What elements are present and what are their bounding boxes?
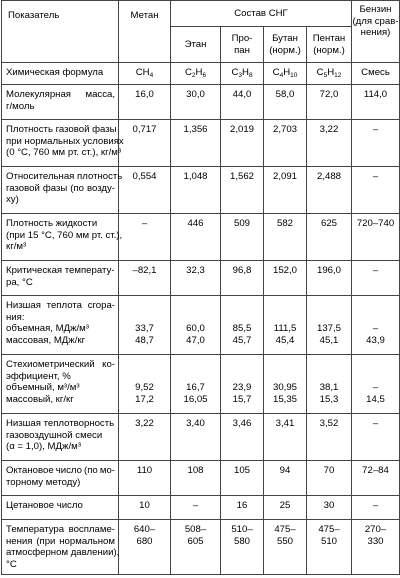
cell-methane: 110 (119, 461, 171, 496)
cell-propane: 510– 580 (221, 520, 264, 575)
cell-butane: 94 (264, 461, 307, 496)
cell-propane: 1,562 (221, 167, 264, 214)
row-label: Химическая формула (2, 63, 119, 85)
cell-petrol: 270– 330 (352, 520, 400, 575)
cell-butane: 3,41 (264, 414, 307, 461)
cell-butane: 152,0 (264, 261, 307, 296)
cell-methane: 10 (119, 496, 171, 520)
cell-petrol: 720–740 (352, 214, 400, 261)
cell-pentane: 38,1 15,3 (307, 355, 352, 414)
table-row (2, 167, 400, 214)
header-propane: Про- пан (221, 27, 264, 63)
cell-butane: 2,091 (264, 167, 307, 214)
cell-butane: 111,5 45,4 (264, 296, 307, 355)
table-row (2, 261, 400, 296)
cell-petrol: – (352, 120, 400, 167)
row-label: Стехиометрический ко- эффициент, % объемный, м³/м³ массовый, кг/кг (2, 355, 119, 414)
cell-ethane: 1,356 (171, 120, 221, 167)
cell-petrol: – (352, 261, 400, 296)
cell-methane: – (119, 214, 171, 261)
cell-ethane: 508– 605 (171, 520, 221, 575)
cell-pentane: 625 (307, 214, 352, 261)
cell-petrol: – 14,5 (352, 355, 400, 414)
row-label: Низшая теплотворность газовоздушной смеси (α = 1,0), МДж/м³ (2, 414, 119, 461)
row-label: Молекулярная масса, г/моль (2, 85, 119, 120)
table-row (2, 461, 400, 496)
row-label: Октановое число (по мо- торному методу) (2, 461, 119, 496)
table-row (2, 296, 400, 355)
cell-methane: 33,7 48,7 (119, 296, 171, 355)
cell-methane: 3,22 (119, 414, 171, 461)
cell-ethane: 30,0 (171, 85, 221, 120)
cell-ethane: 446 (171, 214, 221, 261)
table-row (2, 85, 400, 120)
cell-petrol: 72–84 (352, 461, 400, 496)
row-label: Критическая температу- ра, °С (2, 261, 119, 296)
cell-pentane: 137,5 45,1 (307, 296, 352, 355)
cell-butane: 58,0 (264, 85, 307, 120)
cell-propane: 3,46 (221, 414, 264, 461)
cell-ethane: – (171, 496, 221, 520)
cell-pentane: 196,0 (307, 261, 352, 296)
table-row (2, 214, 400, 261)
cell-ethane: 60,0 47,0 (171, 296, 221, 355)
header-ethane: Этан (171, 27, 221, 63)
cell-butane: 475– 550 (264, 520, 307, 575)
cell-methane: 0,717 (119, 120, 171, 167)
cell-methane: 640– 680 (119, 520, 171, 575)
cell-pentane: 475– 510 (307, 520, 352, 575)
cell-petrol: Смесь (352, 63, 400, 85)
row-label: Плотность газовой фазы при нормальных условиях (0 °С, 760 мм рт. ст.), кг/м³ (2, 120, 119, 167)
table-row (2, 120, 400, 167)
cell-ethane: 16,7 16,05 (171, 355, 221, 414)
row-label: Относительная плотность газовой фазы (по возду- ху) (2, 167, 119, 214)
header-petrol: Бензин (для срав- нения) (352, 1, 400, 63)
cell-methane: 9,52 17,2 (119, 355, 171, 414)
header-pentane: Пентан (норм.) (307, 27, 352, 63)
header-param: Показатель (2, 1, 119, 63)
row-label: Плотность жидкости (при 15 °С, 760 мм рт. ст.), кг/м³ (2, 214, 119, 261)
cell-methane: 16,0 (119, 85, 171, 120)
row-label: Цетановое число (2, 496, 119, 520)
cell-propane: 96,8 (221, 261, 264, 296)
cell-propane: 2,019 (221, 120, 264, 167)
table-row (2, 496, 400, 520)
cell-butane: 30,95 15,35 (264, 355, 307, 414)
cell-butane: 582 (264, 214, 307, 261)
cell-pentane: 3,52 (307, 414, 352, 461)
cell-pentane: $C_5H_{12}$ (307, 63, 352, 85)
cell-petrol: – (352, 496, 400, 520)
cell-butane: 2,703 (264, 120, 307, 167)
cell-methane: 0,554 (119, 167, 171, 214)
cell-ethane: 3,40 (171, 414, 221, 461)
cell-butane: $C_4H_{10}$ (264, 63, 307, 85)
cell-methane: $CH_4$ (119, 63, 171, 85)
cell-ethane: $C_2H_6$ (171, 63, 221, 85)
table-row (2, 63, 400, 85)
table-body (2, 63, 400, 575)
cell-propane: 509 (221, 214, 264, 261)
cell-propane: 23,9 15,7 (221, 355, 264, 414)
row-label: Температура воспламе- нения (при нормальном атмосферном давлении), °С (2, 520, 119, 575)
cell-ethane: 1,048 (171, 167, 221, 214)
table-row (2, 355, 400, 414)
cell-butane: 25 (264, 496, 307, 520)
cell-pentane: 30 (307, 496, 352, 520)
cell-propane: 85,5 45,7 (221, 296, 264, 355)
header-lpg-group: Состав СНГ (171, 1, 352, 27)
cell-petrol: – 43,9 (352, 296, 400, 355)
cell-pentane: 2,488 (307, 167, 352, 214)
cell-petrol: – (352, 167, 400, 214)
cell-ethane: 32,3 (171, 261, 221, 296)
cell-ethane: 108 (171, 461, 221, 496)
header-butane: Бутан (норм.) (264, 27, 307, 63)
cell-propane: 16 (221, 496, 264, 520)
cell-propane: 44,0 (221, 85, 264, 120)
cell-petrol: – (352, 414, 400, 461)
cell-pentane: 70 (307, 461, 352, 496)
table-row (2, 414, 400, 461)
cell-propane: 105 (221, 461, 264, 496)
cell-petrol: 114,0 (352, 85, 400, 120)
header-methane: Метан (119, 1, 171, 63)
properties-table (1, 0, 400, 575)
row-label: Низшая теплота сгора- ния: объемная, МДж/м³ массовая, МДж/кг (2, 296, 119, 355)
cell-pentane: 3,22 (307, 120, 352, 167)
cell-methane: –82,1 (119, 261, 171, 296)
cell-pentane: 72,0 (307, 85, 352, 120)
cell-propane: $C_3H_8$ (221, 63, 264, 85)
table-row (2, 520, 400, 575)
